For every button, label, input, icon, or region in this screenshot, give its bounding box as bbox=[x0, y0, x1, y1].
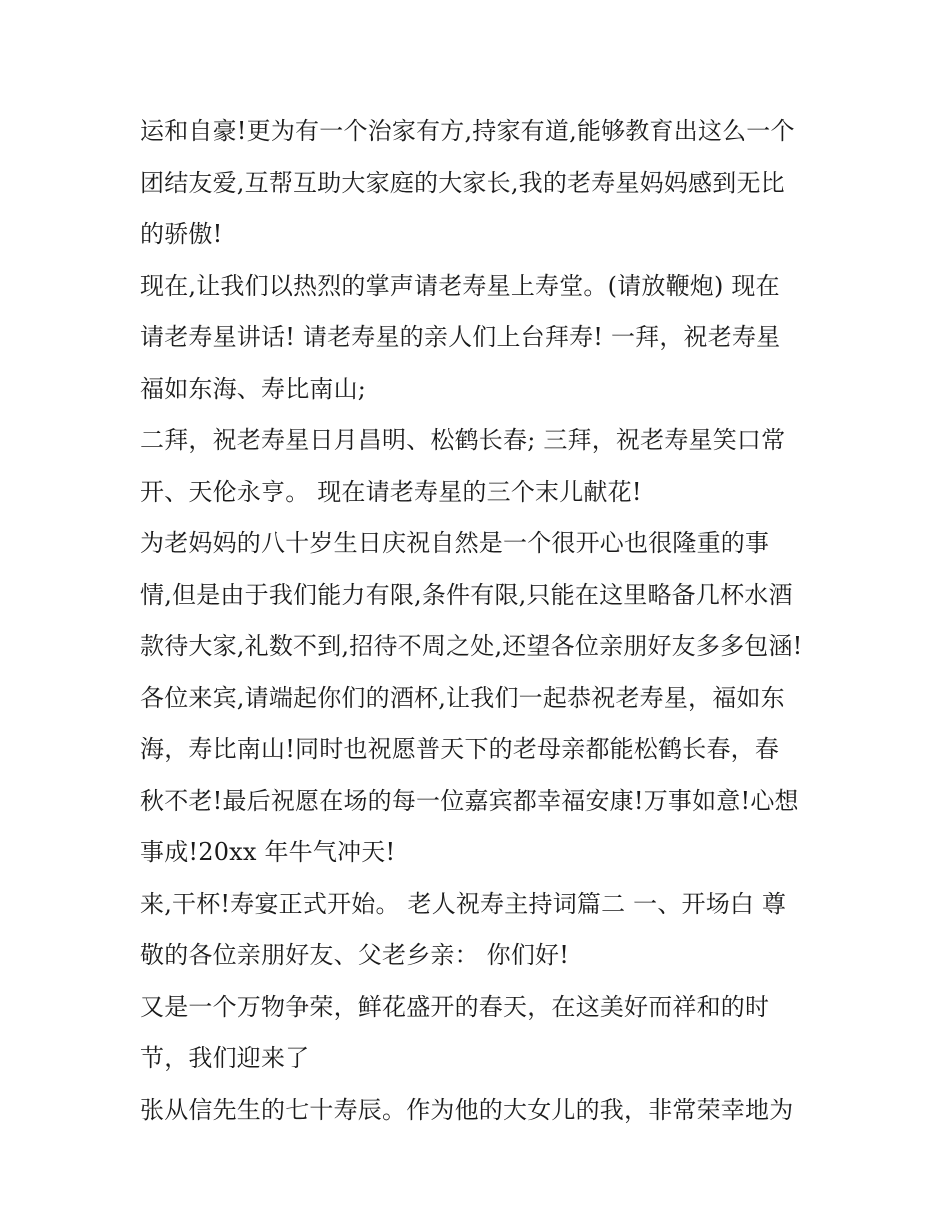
text-line: 张从信先生的七十寿辰。作为他的大女儿的我，非常荣幸地为 bbox=[140, 1095, 794, 1124]
text-line: 请老寿星讲话! 请老寿星的亲人们上台拜寿! 一拜，祝老寿星 bbox=[140, 323, 781, 351]
text-line: 来,干杯!寿宴正式开始。 老人祝寿主持词篇二 一、开场白 尊 bbox=[140, 889, 787, 918]
text-line: 各位来宾,请端起你们的酒杯,让我们一起恭祝老寿星，福如东 bbox=[140, 683, 785, 712]
text-line: 运和自豪!更为有一个治家有方,持家有道,能够教育出这么一个 bbox=[140, 117, 795, 145]
text-line: 二拜，祝老寿星日月昌明、松鹤长春; 三拜，祝老寿星笑口常 bbox=[140, 426, 786, 454]
text-line: 节，我们迎来了 bbox=[140, 1044, 310, 1072]
text-line: 情,但是由于我们能力有限,条件有限,只能在这里略备几杯水酒 bbox=[140, 580, 793, 609]
text-line: 敬的各位亲朋好友、父老乡亲： 你们好! bbox=[140, 941, 570, 969]
document-body bbox=[140, 106, 830, 1136]
text-line: 事成!20xx 年牛气冲天! bbox=[140, 838, 396, 866]
text-line: 款待大家,礼数不到,招待不周之处,还望各位亲朋好友多多包涵! bbox=[140, 632, 803, 660]
text-line: 福如东海、寿比南山; bbox=[140, 374, 367, 403]
text-line: 为老妈妈的八十岁生日庆祝自然是一个很开心也很隆重的事 bbox=[140, 529, 770, 557]
text-line: 秋不老!最后祝愿在场的每一位嘉宾都幸福安康!万事如意!心想 bbox=[140, 786, 799, 815]
text-line: 的骄傲! bbox=[140, 220, 223, 248]
text-line: 又是一个万物争荣，鲜花盛开的春天，在这美好而祥和的时 bbox=[140, 992, 770, 1021]
text-line: 开、天伦永亨。 现在请老寿星的三个末儿献花! bbox=[140, 477, 642, 506]
text-line: 海，寿比南山!同时也祝愿普天下的老母亲都能松鹤长春，春 bbox=[140, 735, 780, 763]
text-line: 团结友爱,互帮互助大家庭的大家长,我的老寿星妈妈感到无比 bbox=[140, 168, 785, 197]
text-line: 现在,让我们以热烈的掌声请老寿星上寿堂。(请放鞭炮) 现在 bbox=[140, 271, 780, 300]
